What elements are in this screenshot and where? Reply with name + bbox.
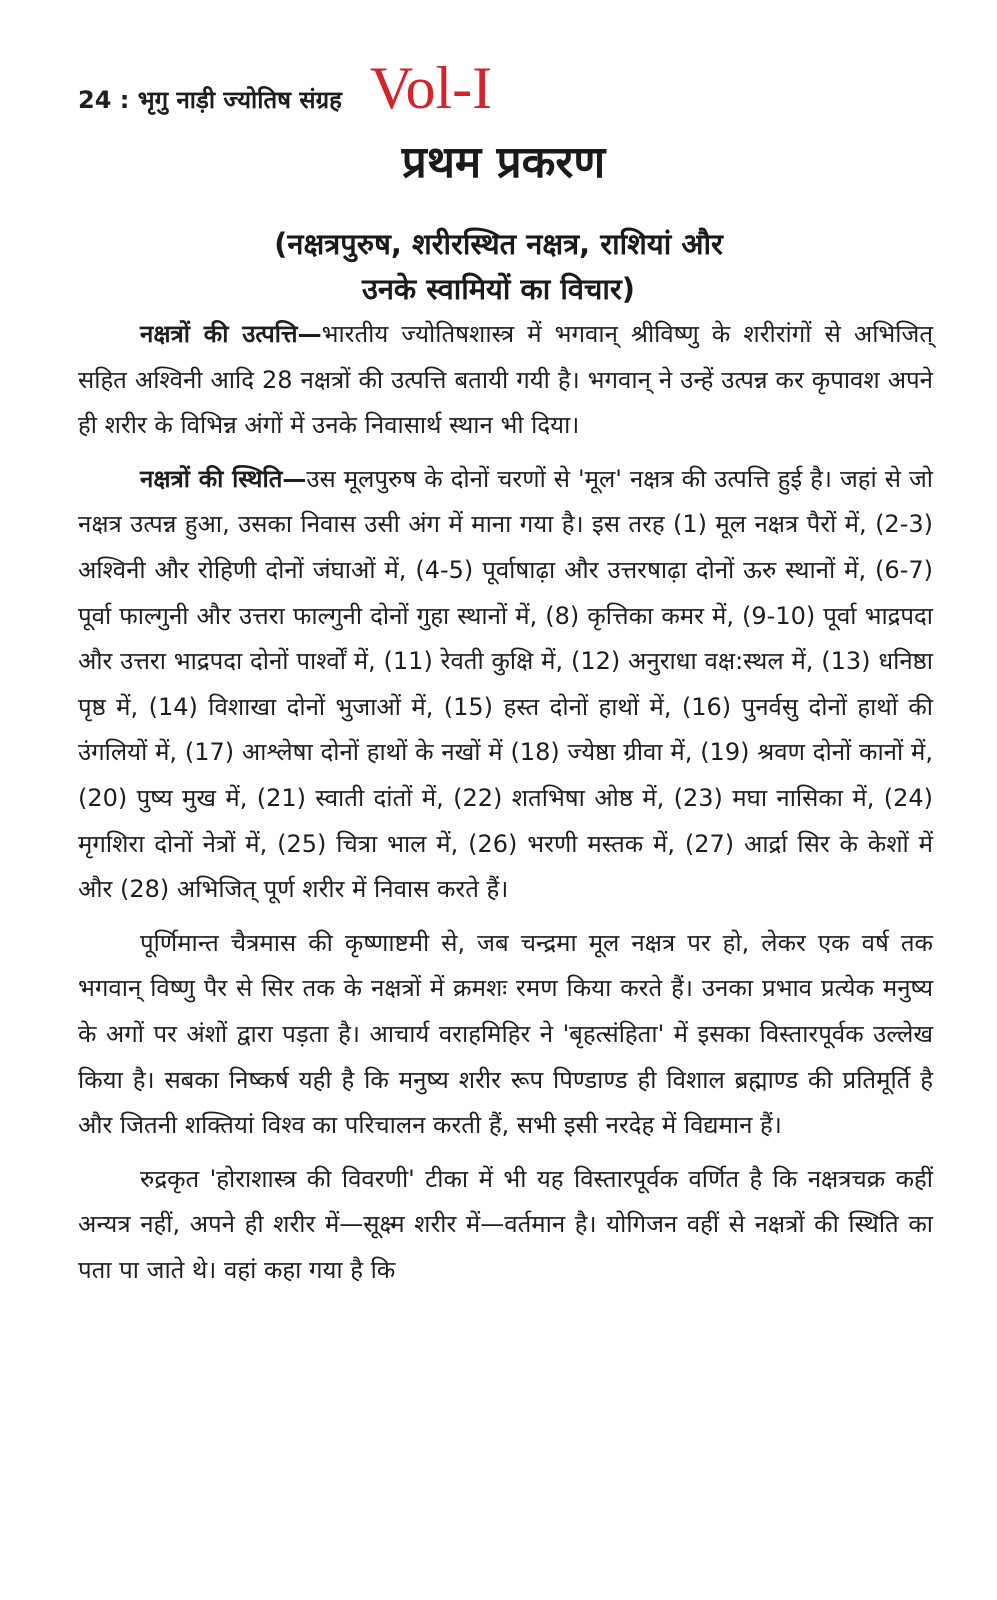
paragraph-text: भारतीय ज्योतिषशास्त्र में भगवान् श्रीविष्णु के शरीरांगों से अभिजित् सहित अश्विनी आदि 28 नक्षत्रों की उत्पत्ति बतायी गयी है। भगवान् ने उन्हें उत्पन्न कर कृपावश अपने ही शरीर के विभिन्न अंगों में उनके निवासार्थ स्थान भी दिया। <box>78 320 933 440</box>
paragraph-text: रुद्रकृत 'होराशास्त्र की विवरणी' टीका में भी यह विस्तारपूर्वक वर्णित है कि नक्षत्रचक्र कहीं अन्यत्र नहीं, अपने ही शरीर में—सूक्ष्म शरीर में—वर्तमान है। योगिजन वहीं से नक्षत्रों की स्थिति का पता पा जाते थे। वहां कहा गया है कि <box>78 1164 933 1284</box>
chapter-title: प्रथम प्रकरण <box>401 137 606 188</box>
volume-label: Vol-I <box>369 55 493 121</box>
chapter-subtitle <box>0 222 997 312</box>
running-header <box>78 55 493 121</box>
paragraph-lead: नक्षत्रों की स्थिति— <box>140 464 307 493</box>
paragraph-horashastra <box>78 1157 933 1294</box>
running-title: 24 : भृगु नाड़ी ज्योतिष संग्रह <box>78 86 342 114</box>
body-text <box>78 312 933 1301</box>
paragraph-text: उस मूलपुरुष के दोनों चरणों से 'मूल' नक्षत्र की उत्पत्ति हुई है। जहां से जो नक्षत्र उत्पन्न हुआ, उसका निवास उसी अंग में माना गया है। इस तरह (1) मूल नक्षत्र पैरों में, (2-3) अश्विनी और रोहिणी दोनों जंघाओं में, (4-5) पूर्वाषाढ़ा और उत्तरषाढ़ा दोनों ऊरु स्थानों में, (6-7) पूर्वा फाल्गुनी और उत्तरा फाल्गुनी दोनों गुहा स्थानों में, (8) कृत्तिका कमर में, (9-10) पूर्वा भाद्रपदा और उत्तरा भाद्रपदा दोनों पार्श्वों में, (11) रेवती कुक्षि में, (12) अनुराधा वक्ष:स्थल में, (13) धनिष्ठा पृष्ठ में, (14) विशाखा दोनों भुजाओं में, (15) हस्त दोनों हाथों में, (16) पुनर्वसु दोनों हाथों की उंगलियों में, (17) आश्लेषा दोनों हाथों के नखों में (18) ज्येष्ठा ग्रीवा में, (19) श्रवण दोनों कानों में, (20) पुष्य मुख में, (21) स्वाती दांतों में, (22) शतभिषा ओष्ठ में, (23) मघा नासिका में, (24) मृगशिरा दोनों नेत्रों में, (25) चित्रा भाल में, (26) भरणी मस्तक में, (27) आर्द्रा सिर के केशों में और (28) अभिजित् पूर्ण शरीर में निवास करते हैं। <box>78 464 933 904</box>
subtitle-line-2: उनके स्वामियों का विचार) <box>361 272 636 306</box>
paragraph-lead: नक्षत्रों की उत्पत्ति— <box>140 320 322 348</box>
paragraph-position <box>78 457 933 913</box>
paragraph-origin <box>78 312 933 449</box>
paragraph-influence <box>78 921 933 1149</box>
subtitle-line-1: (नक्षत्रपुरुष, शरीरस्थित नक्षत्र, राशियां और <box>274 227 723 261</box>
paragraph-text: पूर्णिमान्त चैत्रमास की कृष्णाष्टमी से, जब चन्द्रमा मूल नक्षत्र पर हो, लेकर एक वर्ष तक भगवान् विष्णु पैर से सिर तक के नक्षत्रों में क्रमशः रमण किया करते हैं। उनका प्रभाव प्रत्येक मनुष्य के अगों पर अंशों द्वारा पड़ता है। आचार्य वराहमिहिर ने 'बृहत्संहिता' में इसका विस्तारपूर्वक उल्लेख किया है। सबका निष्कर्ष यही है कि मनुष्य शरीर रूप पिण्डाण्ड ही विशाल ब्रह्माण्ड की प्रतिमूर्ति है और जितनी शक्तियां विश्व का परिचालन करती हैं, सभी इसी नरदेह में विद्यमान हैं। <box>78 928 933 1140</box>
